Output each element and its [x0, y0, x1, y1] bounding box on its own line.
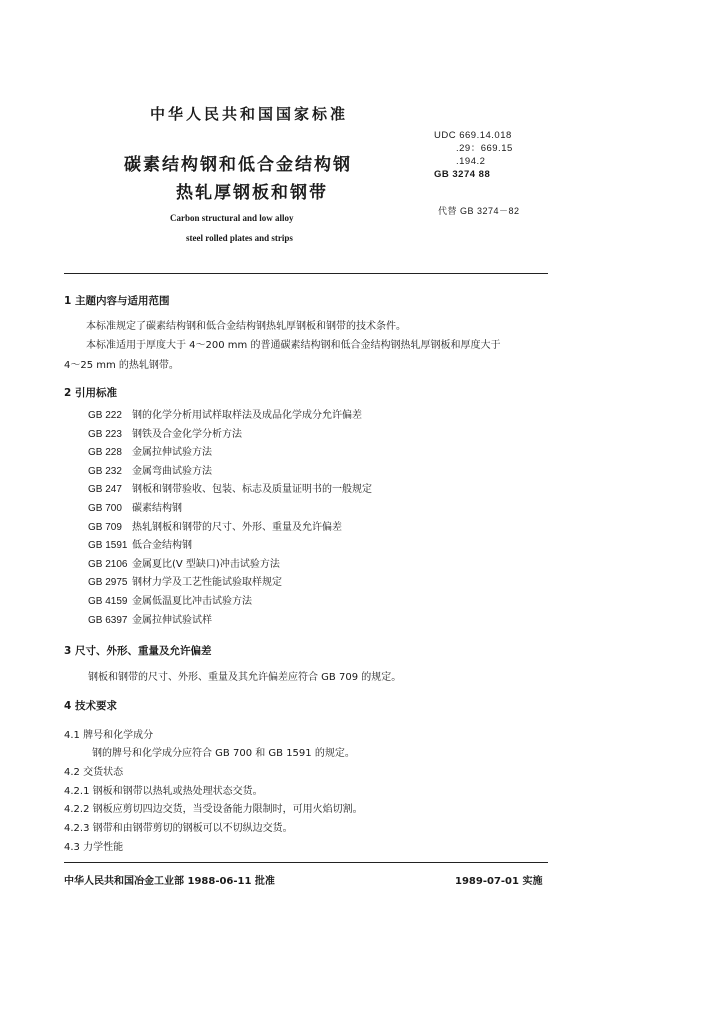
- reference-code: GB 232: [88, 465, 122, 477]
- approval-statement: 中华人民共和国冶金工业部 1988-06-11 批准: [64, 876, 275, 887]
- reference-item: [88, 407, 372, 426]
- section3-heading: 3 尺寸、外形、重量及允许偏差: [64, 645, 212, 657]
- reference-item: [88, 574, 372, 593]
- reference-item: [88, 444, 372, 463]
- reference-code: GB 222: [88, 410, 122, 421]
- reference-title: 钢材力学及工艺性能试验取样规定: [132, 577, 282, 589]
- reference-title: 金属弯曲试验方法: [132, 465, 212, 477]
- reference-title: 金属低温夏比冲击试验方法: [132, 595, 252, 607]
- reference-code: GB 2975: [88, 577, 128, 589]
- udc-line2: .29：669.15: [456, 143, 513, 154]
- udc-line1: UDC 669.14.018: [434, 130, 512, 141]
- reference-code: GB 4159: [88, 595, 128, 607]
- reference-code: GB 1591: [88, 540, 128, 552]
- reference-title: 金属夏比(V 型缺口)冲击试验方法: [132, 558, 280, 570]
- reference-title: 低合金结构钢: [132, 540, 192, 552]
- reference-item: [88, 463, 372, 482]
- section1-paragraph1: 本标准规定了碳素结构钢和低合金结构钢热轧厚钢板和钢带的技术条件。: [86, 321, 406, 332]
- reference-title: 金属拉伸试验方法: [132, 447, 212, 459]
- reference-title: 钢板和钢带验收、包装、标志及质量证明书的一般规定: [132, 484, 372, 496]
- reference-title: 热轧钢板和钢带的尺寸、外形、重量及允许偏差: [132, 521, 342, 533]
- section1-paragraph2b: 4～25 mm 的热轧钢带。: [64, 360, 179, 371]
- reference-item: [88, 500, 372, 519]
- title-cn-line1: 碳素结构钢和低合金结构钢: [124, 155, 352, 175]
- section4-heading: 4 技术要求: [64, 700, 117, 712]
- reference-item: [88, 481, 372, 500]
- issuer-heading: 中华人民共和国国家标准: [150, 105, 349, 123]
- subsection-4-2-3: 4.2.3 钢带和由钢带剪切的钢板可以不切纵边交货。: [64, 823, 293, 834]
- reference-code: GB 709: [88, 521, 122, 533]
- reference-list: [88, 407, 372, 630]
- title-en-line2: steel rolled plates and strips: [186, 233, 293, 243]
- header-divider: [64, 273, 548, 274]
- section1-paragraph2a: 本标准适用于厚度大于 4～200 mm 的普通碳素结构钢和低合金结构钢热轧厚钢板和厚度大于: [86, 340, 501, 351]
- section1-heading: 1 主题内容与适用范围: [64, 295, 170, 307]
- reference-code: GB 223: [88, 428, 122, 440]
- section2-heading: 2 引用标准: [64, 387, 117, 399]
- subsection-4-3-heading: 4.3 力学性能: [64, 842, 124, 853]
- subsection-4-2-heading: 4.2 交货状态: [64, 767, 124, 778]
- reference-code: GB 247: [88, 484, 122, 496]
- reference-item: [88, 556, 372, 575]
- subsection-4-2-2: 4.2.2 钢板应剪切四边交货，当受设备能力限制时，可用火焰切割。: [64, 804, 363, 815]
- title-en-line1: Carbon structural and low alloy: [170, 213, 294, 223]
- reference-title: 金属拉伸试验试样: [132, 614, 212, 626]
- replaces-standard: 代替 GB 3274－82: [438, 206, 520, 216]
- reference-item: [88, 593, 372, 612]
- reference-code: GB 2106: [88, 558, 128, 570]
- reference-code: GB 6397: [88, 614, 128, 626]
- reference-item: [88, 519, 372, 538]
- section3-paragraph: 钢板和钢带的尺寸、外形、重量及其允许偏差应符合 GB 709 的规定。: [88, 672, 402, 683]
- reference-code: GB 228: [88, 447, 122, 459]
- subsection-4-2-1: 4.2.1 钢板和钢带以热轧或热处理状态交货。: [64, 786, 263, 797]
- reference-title: 碳素结构钢: [132, 502, 182, 514]
- reference-item: [88, 612, 372, 631]
- udc-line3: .194.2: [456, 156, 486, 167]
- reference-item: [88, 426, 372, 445]
- reference-item: [88, 537, 372, 556]
- reference-title: 钢的化学分析用试样取样法及成品化学成分允许偏差: [132, 410, 362, 421]
- effective-date: 1989-07-01 实施: [455, 876, 543, 887]
- footer-divider: [64, 862, 548, 863]
- title-cn-line2: 热轧厚钢板和钢带: [176, 183, 328, 203]
- subsection-4-1-heading: 4.1 牌号和化学成分: [64, 730, 154, 741]
- subsection-4-1-text: 钢的牌号和化学成分应符合 GB 700 和 GB 1591 的规定。: [92, 748, 355, 759]
- reference-code: GB 700: [88, 502, 122, 514]
- standard-number: GB 3274 88: [434, 169, 491, 180]
- reference-title: 钢铁及合金化学分析方法: [132, 428, 242, 440]
